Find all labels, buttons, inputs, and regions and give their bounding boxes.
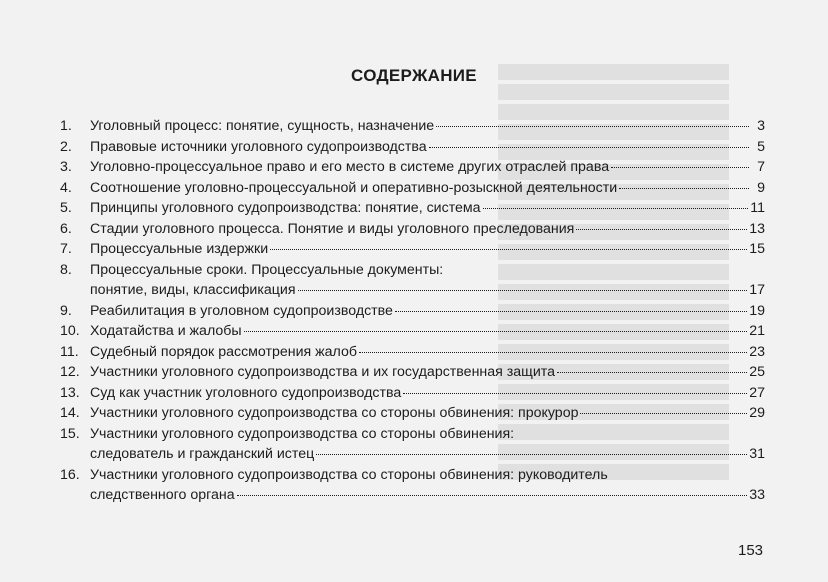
toc-entry: [60, 403, 765, 424]
toc-entry-title: Реабилитация в уголовном судопроизводстве: [90, 302, 393, 319]
dot-leader: [316, 453, 747, 455]
toc-entry-title: Ходатайства и жалобы: [90, 323, 242, 339]
dot-leader: [270, 248, 747, 250]
toc-entry-number: 3.: [60, 159, 72, 175]
toc-entry-page: 7: [757, 159, 765, 175]
toc-entry-page: 9: [757, 179, 765, 196]
toc-entry-title: Судебный порядок рассмотрения жалоб: [90, 343, 358, 360]
toc-entry-page: 23: [749, 343, 765, 360]
toc-entry-number: 14.: [60, 405, 80, 421]
toc-entry-number: 4.: [60, 179, 72, 196]
toc-entry-title: Процессуальные сроки. Процессуальные документы:: [90, 261, 444, 278]
toc-entry: [60, 362, 765, 383]
toc-entry: [60, 137, 765, 158]
toc-entry: [60, 383, 765, 404]
toc-entry-number: 15.: [60, 425, 80, 442]
dot-leader: [359, 351, 747, 353]
toc-entry-title: Соотношение уголовно-процессуальной и оперативно-розыскной деятельности: [90, 179, 618, 196]
toc-entry-title: Стадии уголовного процесса. Понятие и виды уголовного преследования: [90, 220, 575, 237]
toc-entry-number: 7.: [60, 241, 72, 257]
toc-entry: [60, 178, 765, 199]
contents-title: СОДЕРЖАНИЕ: [351, 66, 477, 85]
toc-entry-page: 25: [749, 364, 765, 380]
dot-leader: [576, 228, 747, 230]
toc-entry-title: Процессуальные издержки: [90, 241, 269, 257]
toc-entry-page: 31: [749, 446, 765, 462]
toc-entry-title: Уголовный процесс: понятие, сущность, назначение: [90, 118, 435, 134]
toc-entry: [60, 116, 765, 137]
toc-entry-title: Участники уголовного судопроизводства со стороны обвинения:: [90, 425, 515, 442]
toc-entry-title: Участники уголовного судопроизводства со стороны обвинения: прокурор: [90, 405, 579, 421]
toc-entry-page: 33: [749, 487, 765, 503]
dot-leader: [611, 166, 749, 168]
toc-entry: [60, 301, 765, 322]
dot-leader: [619, 187, 749, 189]
toc-entry-page: 5: [757, 138, 765, 155]
dot-leader: [580, 412, 747, 414]
toc-entry-number: 13.: [60, 384, 80, 401]
toc-entry-page: 21: [749, 323, 765, 339]
toc-entry: [60, 239, 765, 260]
dot-leader: [483, 207, 749, 209]
toc-entry-title: Участники уголовного судопроизводства и их государственная защита: [90, 364, 555, 380]
toc-entry-number: 6.: [60, 220, 72, 237]
toc-entry-page: 19: [749, 302, 765, 319]
toc-entry: [60, 260, 765, 301]
toc-entry-page: 3: [757, 118, 765, 134]
dot-leader: [429, 146, 749, 148]
dot-leader: [557, 371, 747, 373]
toc-entry-number: 10.: [60, 323, 80, 339]
toc-entry-page: 29: [749, 405, 765, 421]
toc-entry-number: 2.: [60, 138, 72, 155]
toc-entry-title: следственного органа: [90, 487, 235, 503]
dot-leader: [237, 494, 748, 496]
toc-entry: [60, 424, 765, 465]
toc-entry-number: 16.: [60, 466, 80, 483]
dot-leader: [403, 392, 747, 394]
toc-entry-title: понятие, виды, классификация: [90, 282, 296, 298]
toc-entry-number: 12.: [60, 364, 80, 380]
dot-leader: [436, 125, 749, 127]
toc-entry-title: Уголовно-процессуальное право и его место в системе других отраслей права: [90, 159, 610, 175]
table-of-contents: [60, 116, 765, 506]
toc-entry: [60, 465, 765, 506]
toc-entry-page: 27: [749, 384, 765, 401]
toc-entry-number: 1.: [60, 118, 72, 134]
toc-entry-page: 13: [749, 220, 765, 237]
toc-entry-page: 15: [749, 241, 765, 257]
toc-entry-number: 9.: [60, 302, 72, 319]
toc-entry: [60, 157, 765, 178]
dot-leader: [244, 330, 748, 332]
dot-leader: [298, 289, 748, 291]
toc-entry: [60, 321, 765, 342]
toc-entry-page: 11: [750, 200, 765, 216]
toc-entry: [60, 198, 765, 219]
toc-entry-title: Суд как участник уголовного судопроизводства: [90, 384, 402, 401]
toc-entry-title: следователь и гражданский истец: [90, 446, 315, 462]
toc-entry-title: Правовые источники уголовного судопроизводства: [90, 138, 427, 155]
toc-entry: [60, 342, 765, 363]
toc-entry-number: 8.: [60, 261, 72, 278]
toc-entry-title: Участники уголовного судопроизводства со стороны обвинения: руководитель: [90, 466, 608, 483]
toc-entry-page: 17: [749, 282, 765, 298]
toc-entry-title: Принципы уголовного судопроизводства: понятие, система: [90, 200, 481, 216]
toc-entry-number: 5.: [60, 200, 72, 216]
toc-entry: [60, 219, 765, 240]
dot-leader: [395, 310, 747, 312]
page-number: 153: [738, 542, 764, 559]
toc-entry-number: 11.: [60, 343, 79, 360]
